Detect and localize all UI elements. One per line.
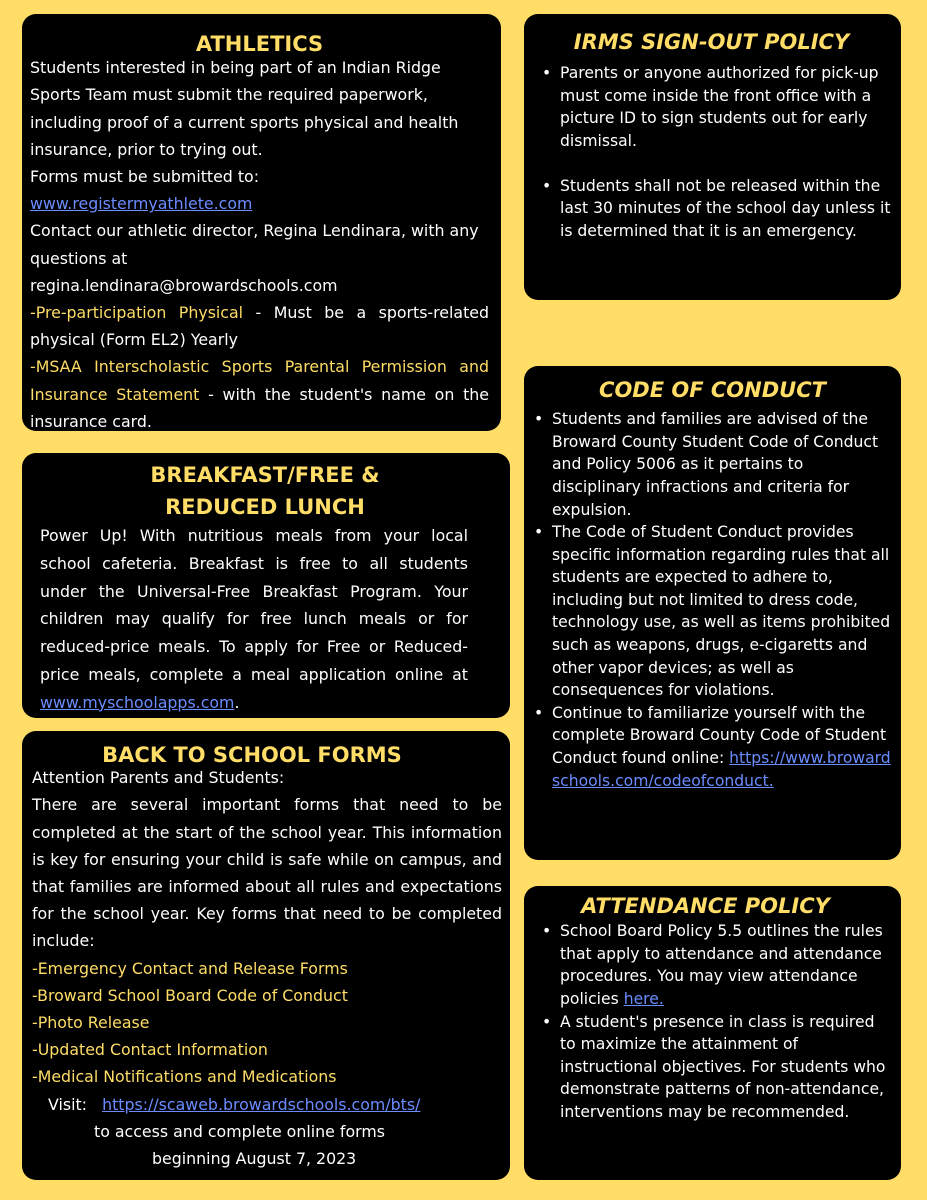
bts-form-item: -Broward School Board Code of Conduct [32,985,348,1005]
conduct-item: • Students and families are advised of the Broward County Student Code of Conduct and Policy 5006 as it pertains to disciplinary infractions and criteria for expulsion. [524,408,893,521]
register-athlete-link[interactable]: www.registermyathlete.com [30,194,253,214]
bts-visit-label: Visit: [48,1094,87,1114]
attendance-item-text: School Board Policy 5.5 outlines the rules that apply to attendance and attendance procedures. You may view attendance policies [560,922,883,1008]
attendance-title: ATTENDANCE POLICY [581,894,830,918]
bts-form-item: -Medical Notifications and Medications [32,1067,337,1087]
requirement-msaa [30,353,489,435]
bts-greeting: Attention Parents and Students: [32,768,285,788]
breakfast-title-line2: REDUCED LUNCH [165,495,365,519]
bts-visit-line [32,1091,502,1118]
requirement-msaa-text: - with the student's name on the insurance card. [30,384,490,431]
conduct-list [524,408,893,792]
breakfast-text-end: . [234,692,240,712]
signout-item: • Students shall not be released within the last 30 minutes of the school day unless it is determined that it is an emergency. [532,175,891,243]
attendance-list [532,920,893,1123]
breakfast-title [40,459,468,523]
signout-item: • Parents or anyone authorized for pick-up must come inside the front office with a picture ID to sign students out for early dismissal. [532,62,891,152]
athletic-director-email: regina.lendinara@browardschools.com [30,275,338,295]
athletics-title: ATHLETICS [195,32,324,56]
bts-access-line: to access and complete online forms [94,1121,385,1141]
bts-form-item: -Updated Contact Information [32,1040,268,1060]
code-of-conduct-section [524,366,901,860]
code-of-conduct-link[interactable]: https://www.browardschools.com/codeofconduct. [552,749,891,790]
conduct-item-text: Continue to familiarize yourself with the complete Broward County Code of Student Conduct found online: [552,703,887,768]
signout-policy-section [524,14,901,300]
athletics-forms-line: Forms must be submitted to: [30,166,260,186]
athletics-contact: Contact our athletic director, Regina Lendinara, with any questions at [30,221,479,268]
bts-title: BACK TO SCHOOL FORMS [102,743,402,767]
bts-forms-link[interactable]: https://scaweb.browardschools.com/bts/ [102,1094,421,1114]
athletics-body [30,54,489,435]
bts-body [32,764,502,1172]
myschoolapps-link[interactable]: www.myschoolapps.com [40,692,235,712]
attendance-policies-link[interactable]: here. [623,989,664,1008]
requirement-physical-label: -Pre-participation Physical [30,302,244,322]
attendance-item: • A student's presence in class is required to maximize the attainment of instructional objectives. For students who demonstrate patterns of non-attendance, interventions may be recommended. [532,1011,893,1124]
requirement-msaa-label: -MSAA Interscholastic Sports Parental Permission and Insurance Statement [30,357,489,404]
breakfast-text [40,522,468,717]
signout-title: IRMS SIGN-OUT POLICY [573,30,850,54]
bts-form-item: -Photo Release [32,1012,150,1032]
requirement-physical-text: - Must be a sports-related physical (Form EL2) Yearly [30,302,490,350]
bts-form-item: -Emergency Contact and Release Forms [32,958,348,978]
breakfast-title-line1: BREAKFAST/FREE & [150,463,380,487]
conduct-item: • The Code of Student Conduct provides specific information regarding rules that all students are expected to adhere to, including but not limited to dress code, technology use, as well as items prohibited such as weapons, drugs, e-cigaretts and other vapor devices; as well as consequences for violations. [524,521,893,702]
requirement-physical [30,299,489,353]
athletics-section [22,14,501,431]
signout-list [532,62,891,242]
conduct-title: CODE OF CONDUCT [599,378,826,402]
attendance-item [532,920,893,1010]
breakfast-section [22,453,510,718]
attendance-policy-section [524,886,901,1180]
breakfast-text-body: Power Up! With nutritious meals from your local school cafeteria. Breakfast is free to all students under the Universal-Free Breakfast Program. Your children may qualify for free lunch meals or for reduced-price meals. To apply for Free or Reduced-price meals, complete a meal application online at [40,526,468,684]
athletics-intro: Students interested in being part of an Indian Ridge Sports Team must submit the required paperwork, including proof of a current sports physical and health insurance, prior to trying out. [30,58,459,159]
conduct-item [524,702,893,792]
bts-date-line: beginning August 7, 2023 [152,1148,357,1168]
back-to-school-section [22,731,510,1180]
bts-text: There are several important forms that need to be completed at the start of the school year. This information is key for ensuring your child is safe while on campus, and that families are informed about all rules and expectations for the school year. Key forms that need to be completed include: [32,795,502,951]
